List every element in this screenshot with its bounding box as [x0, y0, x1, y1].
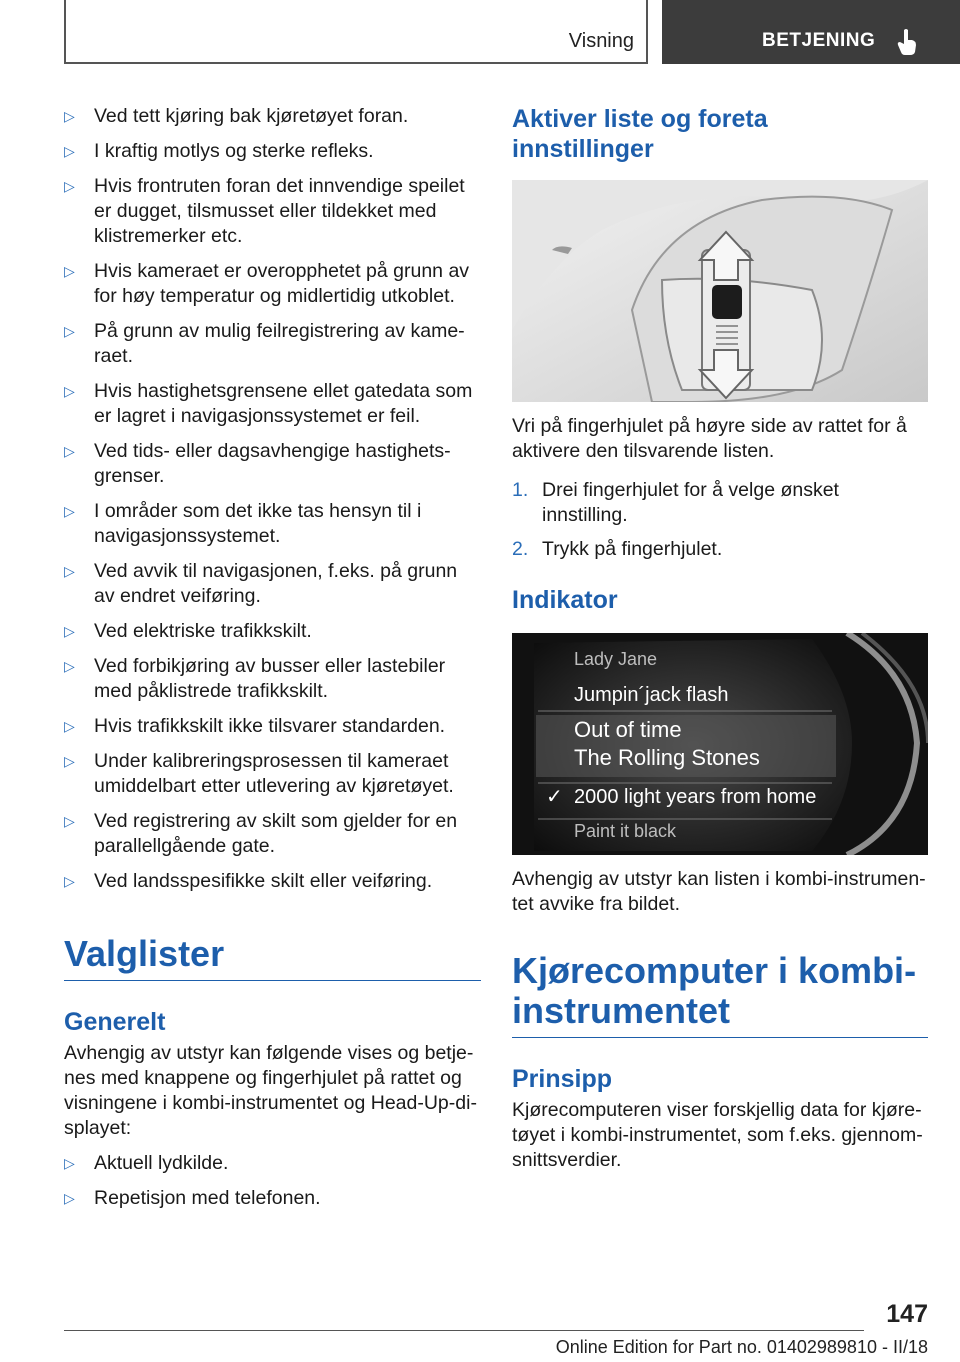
header-section-box	[64, 0, 648, 64]
instrument-cluster-list-image	[512, 633, 928, 855]
kjorecomputer-heading-block	[512, 951, 928, 1038]
kjorecomputer-heading: Kjørecomputer i kombiinstrumentet	[512, 950, 917, 1031]
list-item	[64, 714, 481, 739]
list-item	[64, 619, 481, 644]
triangle-bullet-icon: ▷	[64, 623, 75, 639]
list-item-text: Under kalibreringsprosessen til kameraet umiddelbart etter utlevering av kjøretøyet.	[94, 750, 454, 797]
list-item	[64, 439, 481, 489]
generelt-paragraph: Avhengig av utstyr kan følgende vises og betjenes med knappene og fingerhjulet på rattet og visningene i kombi-instrumentet og Head-Up-displayet:	[64, 1042, 477, 1139]
footer-rule	[64, 1330, 864, 1331]
triangle-bullet-icon: ▷	[64, 443, 75, 459]
limitations-list	[64, 104, 481, 894]
left-column	[64, 104, 481, 1221]
step-number: 1.	[512, 479, 529, 501]
footer-edition: Online Edition for Part no. 01402989810 - II/18	[555, 1337, 928, 1357]
triangle-bullet-icon: ▷	[64, 813, 75, 829]
display-list-item: The Rolling Stones	[574, 745, 760, 770]
triangle-bullet-icon: ▷	[64, 503, 75, 519]
indikator-paragraph: Avhengig av utstyr kan listen i kombi-instrumentet avvike fra bildet.	[512, 868, 926, 915]
step-text: Trykk på fingerhjulet.	[542, 538, 723, 560]
triangle-bullet-icon: ▷	[64, 658, 75, 674]
steps-list	[512, 478, 928, 562]
list-item-text: Hvis hastighetsgrensene ellet gatedata som er lagret i navigasjonssystemet er feil.	[94, 380, 473, 427]
list-item-text: Ved avvik til navigasjonen, f.eks. på grunn av endret veiføring.	[94, 560, 458, 607]
list-item	[64, 559, 481, 609]
display-list-item: Paint it black	[574, 821, 677, 841]
list-item-text: Aktuell lydkilde.	[94, 1152, 229, 1174]
step-item	[512, 478, 928, 528]
list-item	[64, 104, 481, 129]
triangle-bullet-icon: ▷	[64, 1155, 75, 1171]
display-list-item: Out of time	[574, 717, 682, 742]
list-item-text: Ved forbikjøring av busser eller lastebiler med påklistrede trafikkskilt.	[94, 655, 446, 702]
list-item-text: Ved tett kjøring bak kjøretøyet foran.	[94, 105, 409, 127]
list-item	[64, 174, 481, 249]
indikator-heading: Indikator	[512, 586, 618, 614]
triangle-bullet-icon: ▷	[64, 263, 75, 279]
display-list-item: 2000 light years from home	[574, 786, 817, 808]
triangle-bullet-icon: ▷	[64, 563, 75, 579]
list-item-text: Ved landsspesifikke skilt eller veiføring.	[94, 870, 433, 892]
list-item-text: I kraftig motlys og sterke refleks.	[94, 140, 374, 162]
checkmark-icon: ✓	[546, 784, 563, 808]
generelt-heading: Generelt	[64, 1008, 166, 1036]
prinsipp-paragraph: Kjørecomputeren viser forskjellig data for kjøretøyet i kombi-instrumentet, som f.eks. gjennomsnittsverdier.	[512, 1099, 923, 1171]
step-item	[512, 537, 928, 562]
triangle-bullet-icon: ▷	[64, 753, 75, 769]
list-item-text: Hvis kameraet er overopphetet på grunn av for høy temperatur og midlertidig utkoblet.	[94, 260, 470, 307]
triangle-bullet-icon: ▷	[64, 108, 75, 124]
aktiver-paragraph: Vri på fingerhjulet på høyre side av rattet for å aktivere den tilsvarende listen.	[512, 415, 907, 462]
pointing-hand-icon	[896, 28, 918, 56]
list-item-text: Repetisjon med telefonen.	[94, 1187, 321, 1209]
list-item	[64, 379, 481, 429]
list-item	[64, 259, 481, 309]
triangle-bullet-icon: ▷	[64, 178, 75, 194]
list-item-text: På grunn av mulig feilregistrering av kameraet.	[94, 320, 465, 367]
display-list-item: Jumpin´jack flash	[574, 684, 729, 706]
right-column	[512, 104, 928, 1173]
list-item	[64, 809, 481, 859]
list-item-text: Hvis trafikkskilt ikke tilsvarer standarden.	[94, 715, 446, 737]
valglister-heading-block	[64, 934, 481, 981]
list-item-text: Hvis frontruten foran det innvendige speilet er dugget, tilsmusset eller tildekket med klistremerker etc.	[94, 175, 465, 247]
list-item-text: I områder som det ikke tas hensyn til i navigasjonssystemet.	[94, 500, 422, 547]
list-item	[64, 319, 481, 369]
prinsipp-heading: Prinsipp	[512, 1065, 613, 1093]
triangle-bullet-icon: ▷	[64, 718, 75, 734]
aktiver-heading: Aktiver liste og foreta innstillinger	[512, 105, 768, 163]
list-item-text: Ved elektriske trafikkskilt.	[94, 620, 312, 642]
triangle-bullet-icon: ▷	[64, 383, 75, 399]
list-item	[64, 139, 481, 164]
list-item	[64, 1186, 481, 1211]
list-item	[64, 654, 481, 704]
list-item-text: Ved registrering av skilt som gjelder for en parallellgående gate.	[94, 810, 458, 857]
list-item	[64, 869, 481, 894]
header-chapter-label: BETJENING	[762, 30, 876, 51]
step-text: Drei fingerhjulet for å velge ønsket innstilling.	[542, 479, 839, 526]
display-list-item: Lady Jane	[574, 649, 658, 669]
triangle-bullet-icon: ▷	[64, 873, 75, 889]
list-item	[64, 749, 481, 799]
header-section-label: Visning	[568, 30, 634, 52]
valglister-heading: Valglister	[64, 933, 225, 974]
page-number: 147	[886, 1300, 928, 1328]
list-item-text: Ved tids- eller dagsavhengige hastighetsgrenser.	[94, 440, 451, 487]
steering-wheel-thumbwheel-image	[512, 180, 928, 402]
triangle-bullet-icon: ▷	[64, 143, 75, 159]
list-item	[64, 499, 481, 549]
list-item	[64, 1151, 481, 1176]
generelt-list	[64, 1151, 481, 1211]
triangle-bullet-icon: ▷	[64, 1190, 75, 1206]
step-number: 2.	[512, 538, 529, 560]
triangle-bullet-icon: ▷	[64, 323, 75, 339]
